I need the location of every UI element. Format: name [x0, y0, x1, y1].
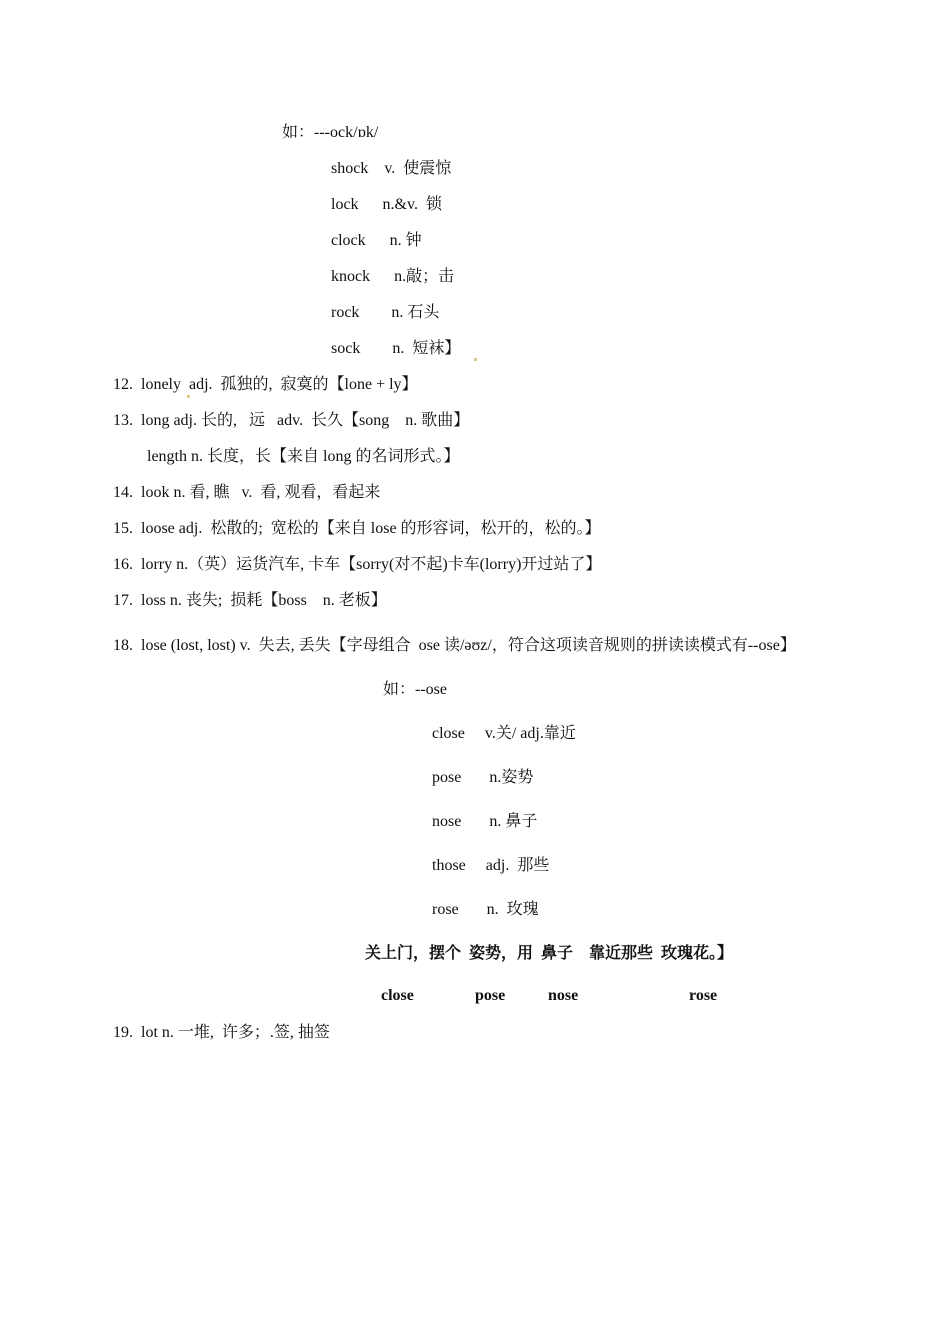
ock-word-rock: rock n. 石头	[331, 304, 440, 321]
entry-13-length: length n. 长度，长【来自 long 的名词形式。】	[147, 448, 460, 465]
entry-18: 18. lose (lost, lost) v. 失去, 丢失【字母组合 ose 读/əʊz/，符合这项读音规则的拼读读模式有--ose】	[113, 637, 796, 654]
ose-mnemonic: 关上门，摆个 姿势，用 鼻子 靠近那些 玫瑰花。】	[365, 945, 734, 962]
entry-15: 15. loose adj. 松散的; 宽松的【来自 lose 的形容词，松开的，松的。】	[113, 520, 601, 537]
ose-intro: 如：--ose	[383, 681, 447, 698]
ose-word-those: those adj. 那些	[432, 857, 550, 874]
mnemonic-keyword-nose: nose	[548, 987, 579, 1004]
entry-14: 14. look n. 看, 瞧 v. 看, 观看，看起来	[113, 484, 381, 501]
mnemonic-keyword-close: close	[381, 987, 414, 1004]
entry-12: 12. lonely adj. 孤独的, 寂寞的【lone + ly】	[113, 376, 418, 393]
mnemonic-keyword-pose: pose	[475, 987, 506, 1004]
entry-16: 16. lorry n.（英）运货汽车, 卡车【sorry(对不起)卡车(lorry)开过站了】	[113, 556, 602, 573]
ock-intro: 如：---ock/ɒk/	[282, 124, 379, 141]
anchor-marker	[187, 395, 190, 398]
entry-19: 19. lot n. 一堆, 许多；.签, 抽签	[113, 1024, 330, 1041]
ock-word-knock: knock n.敲；击	[331, 268, 455, 285]
ose-word-nose: nose n. 鼻子	[432, 813, 538, 830]
ose-word-close: close v.关/ adj.靠近	[432, 725, 576, 742]
ock-word-clock: clock n. 钟	[331, 232, 422, 249]
ock-word-lock: lock n.&v. 锁	[331, 196, 442, 213]
entry-17: 17. loss n. 丧失; 损耗【boss n. 老板】	[113, 592, 387, 609]
mnemonic-keyword-rose: rose	[689, 987, 718, 1004]
ock-word-sock: sock n. 短袜】	[331, 340, 461, 357]
entry-13: 13. long adj. 长的, 远 adv. 长久【song n. 歌曲】	[113, 412, 470, 429]
anchor-marker	[474, 358, 477, 361]
ose-word-pose: pose n.姿势	[432, 769, 534, 786]
ose-word-rose: rose n. 玫瑰	[432, 901, 539, 918]
ock-word-shock: shock v. 使震惊	[331, 160, 452, 177]
